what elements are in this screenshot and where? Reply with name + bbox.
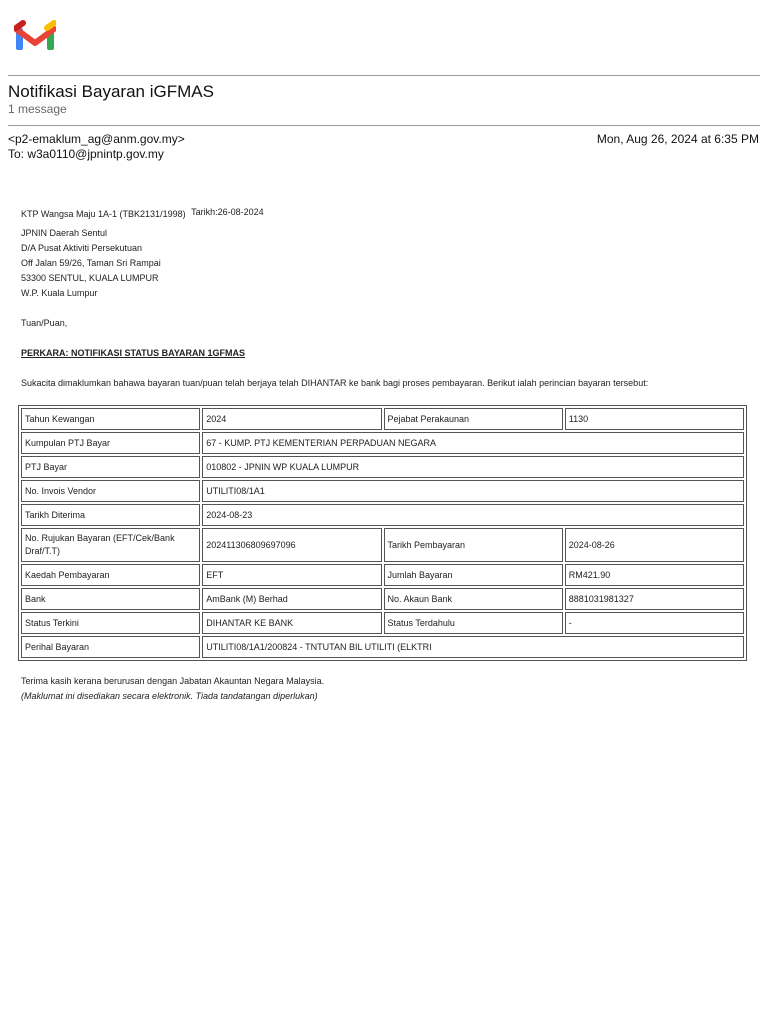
address-line: Off Jalan 59/26, Taman Sri Rampai — [21, 258, 161, 268]
salutation: Tuan/Puan, — [21, 318, 68, 328]
subject-heading: PERKARA: NOTIFIKASI STATUS BAYARAN 1GFMAS — [21, 348, 246, 358]
table-label: Tarikh Pembayaran — [384, 528, 563, 562]
table-row — [21, 456, 744, 478]
sender-office: KTP Wangsa Maju 1A-1 (TBK2131/1998) — [21, 209, 186, 219]
table-label: Bank — [21, 588, 200, 610]
email-body — [21, 207, 751, 704]
sender-address: <p2-emaklum_ag@anm.gov.my> — [8, 132, 185, 146]
letter-header — [21, 207, 751, 222]
table-label: Kaedah Pembayaran — [21, 564, 200, 586]
table-label: PTJ Bayar — [21, 456, 200, 478]
table-label: No. Akaun Bank — [384, 588, 563, 610]
intro-text: Sukacita dimaklumkan bahawa bayaran tuan/puan telah berjaya telah DIHANTAR ke bank bagi proses pembayaran. Berikut ialah perincian bayaran tersebut: — [21, 378, 649, 388]
table-value: 8881031981327 — [565, 588, 744, 610]
address-line: JPNIN Daerah Sentul — [21, 228, 108, 238]
table-value: 202411306809697096 — [202, 528, 381, 562]
table-value: EFT — [202, 564, 381, 586]
table-label: No. Invois Vendor — [21, 480, 200, 502]
table-row — [21, 528, 744, 562]
email-subject: Notifikasi Bayaran iGFMAS — [8, 82, 214, 101]
email-date: Mon, Aug 26, 2024 at 6:35 PM — [596, 132, 759, 146]
table-value: 2024-08-23 — [202, 504, 744, 526]
table-value: 67 - KUMP. PTJ KEMENTERIAN PERPADUAN NEGARA — [202, 432, 744, 454]
recipient-block — [21, 226, 751, 301]
table-value: - — [565, 612, 744, 634]
subject-divider — [8, 125, 760, 126]
table-label: Jumlah Bayaran — [384, 564, 563, 586]
table-value: UTILITI08/1A1 — [202, 480, 744, 502]
table-label: Tahun Kewangan — [21, 408, 200, 430]
table-value: 2024-08-26 — [565, 528, 744, 562]
payment-details-table — [18, 405, 747, 661]
address-line: D/A Pusat Aktiviti Persekutuan — [21, 243, 143, 253]
letter-date: Tarikh:26-08-2024 — [191, 207, 264, 217]
table-row — [21, 564, 744, 586]
table-label: Kumpulan PTJ Bayar — [21, 432, 200, 454]
table-label: Pejabat Perakaunan — [384, 408, 563, 430]
address-line: 53300 SENTUL, KUALA LUMPUR — [21, 273, 159, 283]
gmail-logo — [14, 20, 56, 52]
table-value: RM421.90 — [565, 564, 744, 586]
table-row — [21, 612, 744, 634]
table-label: Status Terkini — [21, 612, 200, 634]
table-row — [21, 480, 744, 502]
recipient-address: To: w3a0110@jpnintp.gov.my — [8, 147, 164, 161]
thanks-text: Terima kasih kerana berurusan dengan Jabatan Akauntan Negara Malaysia. — [21, 676, 325, 686]
message-count: 1 message — [8, 102, 67, 116]
header-divider — [8, 75, 760, 76]
table-label: No. Rujukan Bayaran (EFT/Cek/Bank Draf/T.T) — [21, 528, 200, 562]
table-value: 1130 — [565, 408, 744, 430]
electronic-note: (Maklumat ini disediakan secara elektronik. Tiada tandatangan diperlukan) — [21, 691, 318, 701]
table-value: UTILITI08/1A1/200824 - TNTUTAN BIL UTILITI (ELKTRI — [202, 636, 744, 658]
table-value: DIHANTAR KE BANK — [202, 612, 381, 634]
table-value: 2024 — [202, 408, 381, 430]
table-value: AmBank (M) Berhad — [202, 588, 381, 610]
table-row — [21, 588, 744, 610]
table-label: Perihal Bayaran — [21, 636, 200, 658]
table-value: 010802 - JPNIN WP KUALA LUMPUR — [202, 456, 744, 478]
table-row — [21, 636, 744, 658]
table-row — [21, 504, 744, 526]
table-row — [21, 408, 744, 430]
table-label: Tarikh Diterima — [21, 504, 200, 526]
table-label: Status Terdahulu — [384, 612, 563, 634]
address-line: W.P. Kuala Lumpur — [21, 288, 98, 298]
table-row — [21, 432, 744, 454]
